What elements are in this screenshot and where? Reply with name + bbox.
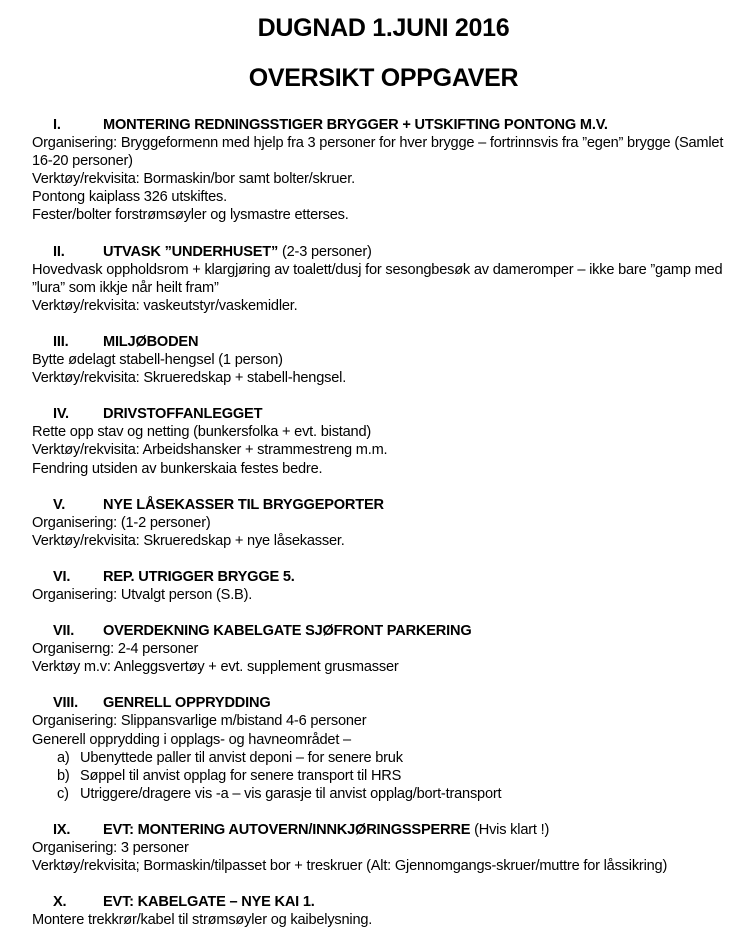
- section-heading-bold: GENRELL OPPRYDDING: [103, 695, 271, 712]
- section-heading-bold: MILJØBODEN: [103, 333, 199, 350]
- section-heading: [32, 243, 735, 261]
- section-paragraph: Organisering: Utvalgt person (S.B).: [32, 586, 253, 603]
- section-heading-text: [103, 694, 735, 712]
- task-section-ii: [32, 243, 735, 315]
- section-paragraph: Montere trekkrør/kabel til strømsøyler og kaibelysning.: [32, 912, 373, 929]
- section-numeral: III.: [53, 333, 69, 350]
- task-section-ix: [32, 821, 735, 875]
- section-paragraph: Organiserng: 2-4 personer: [32, 641, 199, 658]
- section-paragraph: Verktøy/rekvisita: vaskeutstyr/vaskemidler.: [32, 297, 298, 314]
- section-paragraph: Fendring utsiden av bunkerskaia festes bedre.: [32, 460, 323, 477]
- section-heading-bold: DRIVSTOFFANLEGGET: [103, 406, 263, 423]
- task-section-iii: [32, 333, 735, 387]
- section-paragraph: Generell opprydding i opplags- og havneområdet –: [32, 731, 351, 748]
- section-heading-text: [103, 243, 735, 261]
- section-numeral: IV.: [53, 406, 69, 423]
- section-heading: [32, 116, 735, 134]
- section-heading: [32, 333, 735, 351]
- list-item: [32, 785, 735, 803]
- section-heading-suffix: (Hvis klart !): [470, 821, 550, 838]
- section-heading-text: [103, 496, 735, 514]
- section-paragraph: Verktøy/rekvisita: Bormaskin/bor samt bolter/skruer.: [32, 171, 355, 188]
- section-paragraph: Organisering: (1-2 personer): [32, 514, 211, 531]
- section-numeral: VIII.: [53, 695, 78, 712]
- section-numeral: V.: [53, 496, 66, 513]
- document-title: DUGNAD 1.JUNI 2016: [257, 14, 510, 42]
- section-heading-bold: NYE LÅSEKASSER TIL BRYGGEPORTER: [103, 496, 384, 513]
- section-paragraph: Verktøy/rekvisita: Skrueredskap + nye låsekasser.: [32, 532, 345, 549]
- task-section-viii: [32, 694, 735, 803]
- section-heading-text: [103, 116, 735, 134]
- section-numeral: X.: [53, 894, 67, 911]
- section-paragraph: Verktøy m.v: Anleggsvertøy + evt. supplement grusmasser: [32, 659, 399, 676]
- section-paragraph: Verktøy/rekvisita: Skrueredskap + stabell-hengsel.: [32, 370, 347, 387]
- section-heading: [32, 568, 735, 586]
- section-heading-bold: EVT: KABELGATE – NYE KAI 1.: [103, 894, 315, 911]
- section-paragraph: Hovedvask oppholdsrom + klargjøring av toalett/dusj for sesongbesøk av dameromper – ikke bare ”gamp med ”lura” som ikkje når heilt fram”: [32, 261, 723, 296]
- document-subtitle: OVERSIKT OPPGAVER: [248, 64, 519, 92]
- section-heading-text: [103, 405, 735, 423]
- section-numeral: I.: [53, 117, 61, 133]
- section-heading: [32, 821, 735, 839]
- list-marker: b): [57, 767, 70, 784]
- list-item: [32, 749, 735, 767]
- list-item-text: Ubenyttede paller til anvist deponi – for senere bruk: [80, 749, 403, 766]
- section-paragraph: Organisering: 3 personer: [32, 840, 189, 856]
- section-paragraph: Verktøy/rekvisita; Bormaskin/tilpasset bor + treskruer (Alt: Gjennomgangs-skruer/muttre for låssikring): [32, 858, 668, 875]
- section-paragraph: Verktøy/rekvisita: Arbeidshansker + strammestreng m.m.: [32, 442, 388, 459]
- section-heading-bold: MONTERING REDNINGSSTIGER BRYGGER + UTSKIFTING PONTONG M.V.: [103, 117, 608, 133]
- section-heading-bold: REP. UTRIGGER BRYGGE 5.: [103, 568, 295, 585]
- task-section-i: [32, 116, 735, 225]
- section-numeral: VII.: [53, 623, 75, 640]
- list-marker: c): [57, 785, 69, 802]
- section-numeral: VI.: [53, 568, 71, 585]
- section-heading-suffix: (2-3 personer): [278, 243, 372, 260]
- section-paragraph: Bytte ødelagt stabell-hengsel (1 person): [32, 352, 283, 369]
- section-paragraph: Fester/bolter forstrømsøyler og lysmastre etterses.: [32, 207, 349, 224]
- section-heading-bold: EVT: MONTERING AUTOVERN/INNKJØRINGSSPERRE: [103, 821, 471, 838]
- task-section-iv: [32, 405, 735, 477]
- section-heading: [32, 893, 735, 911]
- section-heading: [32, 622, 735, 640]
- section-paragraph: Rette opp stav og netting (bunkersfolka + evt. bistand): [32, 424, 372, 441]
- task-section-x: [32, 893, 735, 929]
- section-numeral: IX.: [53, 821, 71, 838]
- list-item: [32, 767, 735, 785]
- task-section-v: [32, 496, 735, 550]
- list-marker: a): [57, 749, 70, 766]
- task-section-vi: [32, 568, 735, 604]
- section-heading-text: [103, 893, 735, 911]
- section-heading: [32, 496, 735, 514]
- section-numeral: II.: [53, 243, 65, 260]
- section-heading-text: [103, 821, 735, 839]
- list-item-text: Utriggere/dragere vis -a – vis garasje til anvist opplag/bort-transport: [80, 785, 502, 802]
- section-heading-text: [103, 568, 735, 586]
- section-heading-bold: OVERDEKNING KABELGATE SJØFRONT PARKERING: [103, 623, 472, 640]
- task-section-vii: [32, 622, 735, 676]
- section-heading-text: [103, 333, 735, 351]
- section-paragraph: Pontong kaiplass 326 utskiftes.: [32, 189, 227, 206]
- section-paragraph: Organisering: Slippansvarlige m/bistand 4-6 personer: [32, 713, 367, 730]
- section-paragraph: Organisering: Bryggeformenn med hjelp fra 3 personer for hver brygge – fortrinnsvis fra ”egen” brygge (Samlet 16-20 personer): [32, 135, 724, 170]
- section-heading-text: [103, 622, 735, 640]
- section-heading-bold: UTVASK ”UNDERHUSET”: [103, 243, 279, 260]
- section-heading: [32, 694, 735, 712]
- section-heading: [32, 405, 735, 423]
- list-item-text: Søppel til anvist opplag for senere transport til HRS: [80, 767, 402, 784]
- sections-container: [32, 116, 735, 929]
